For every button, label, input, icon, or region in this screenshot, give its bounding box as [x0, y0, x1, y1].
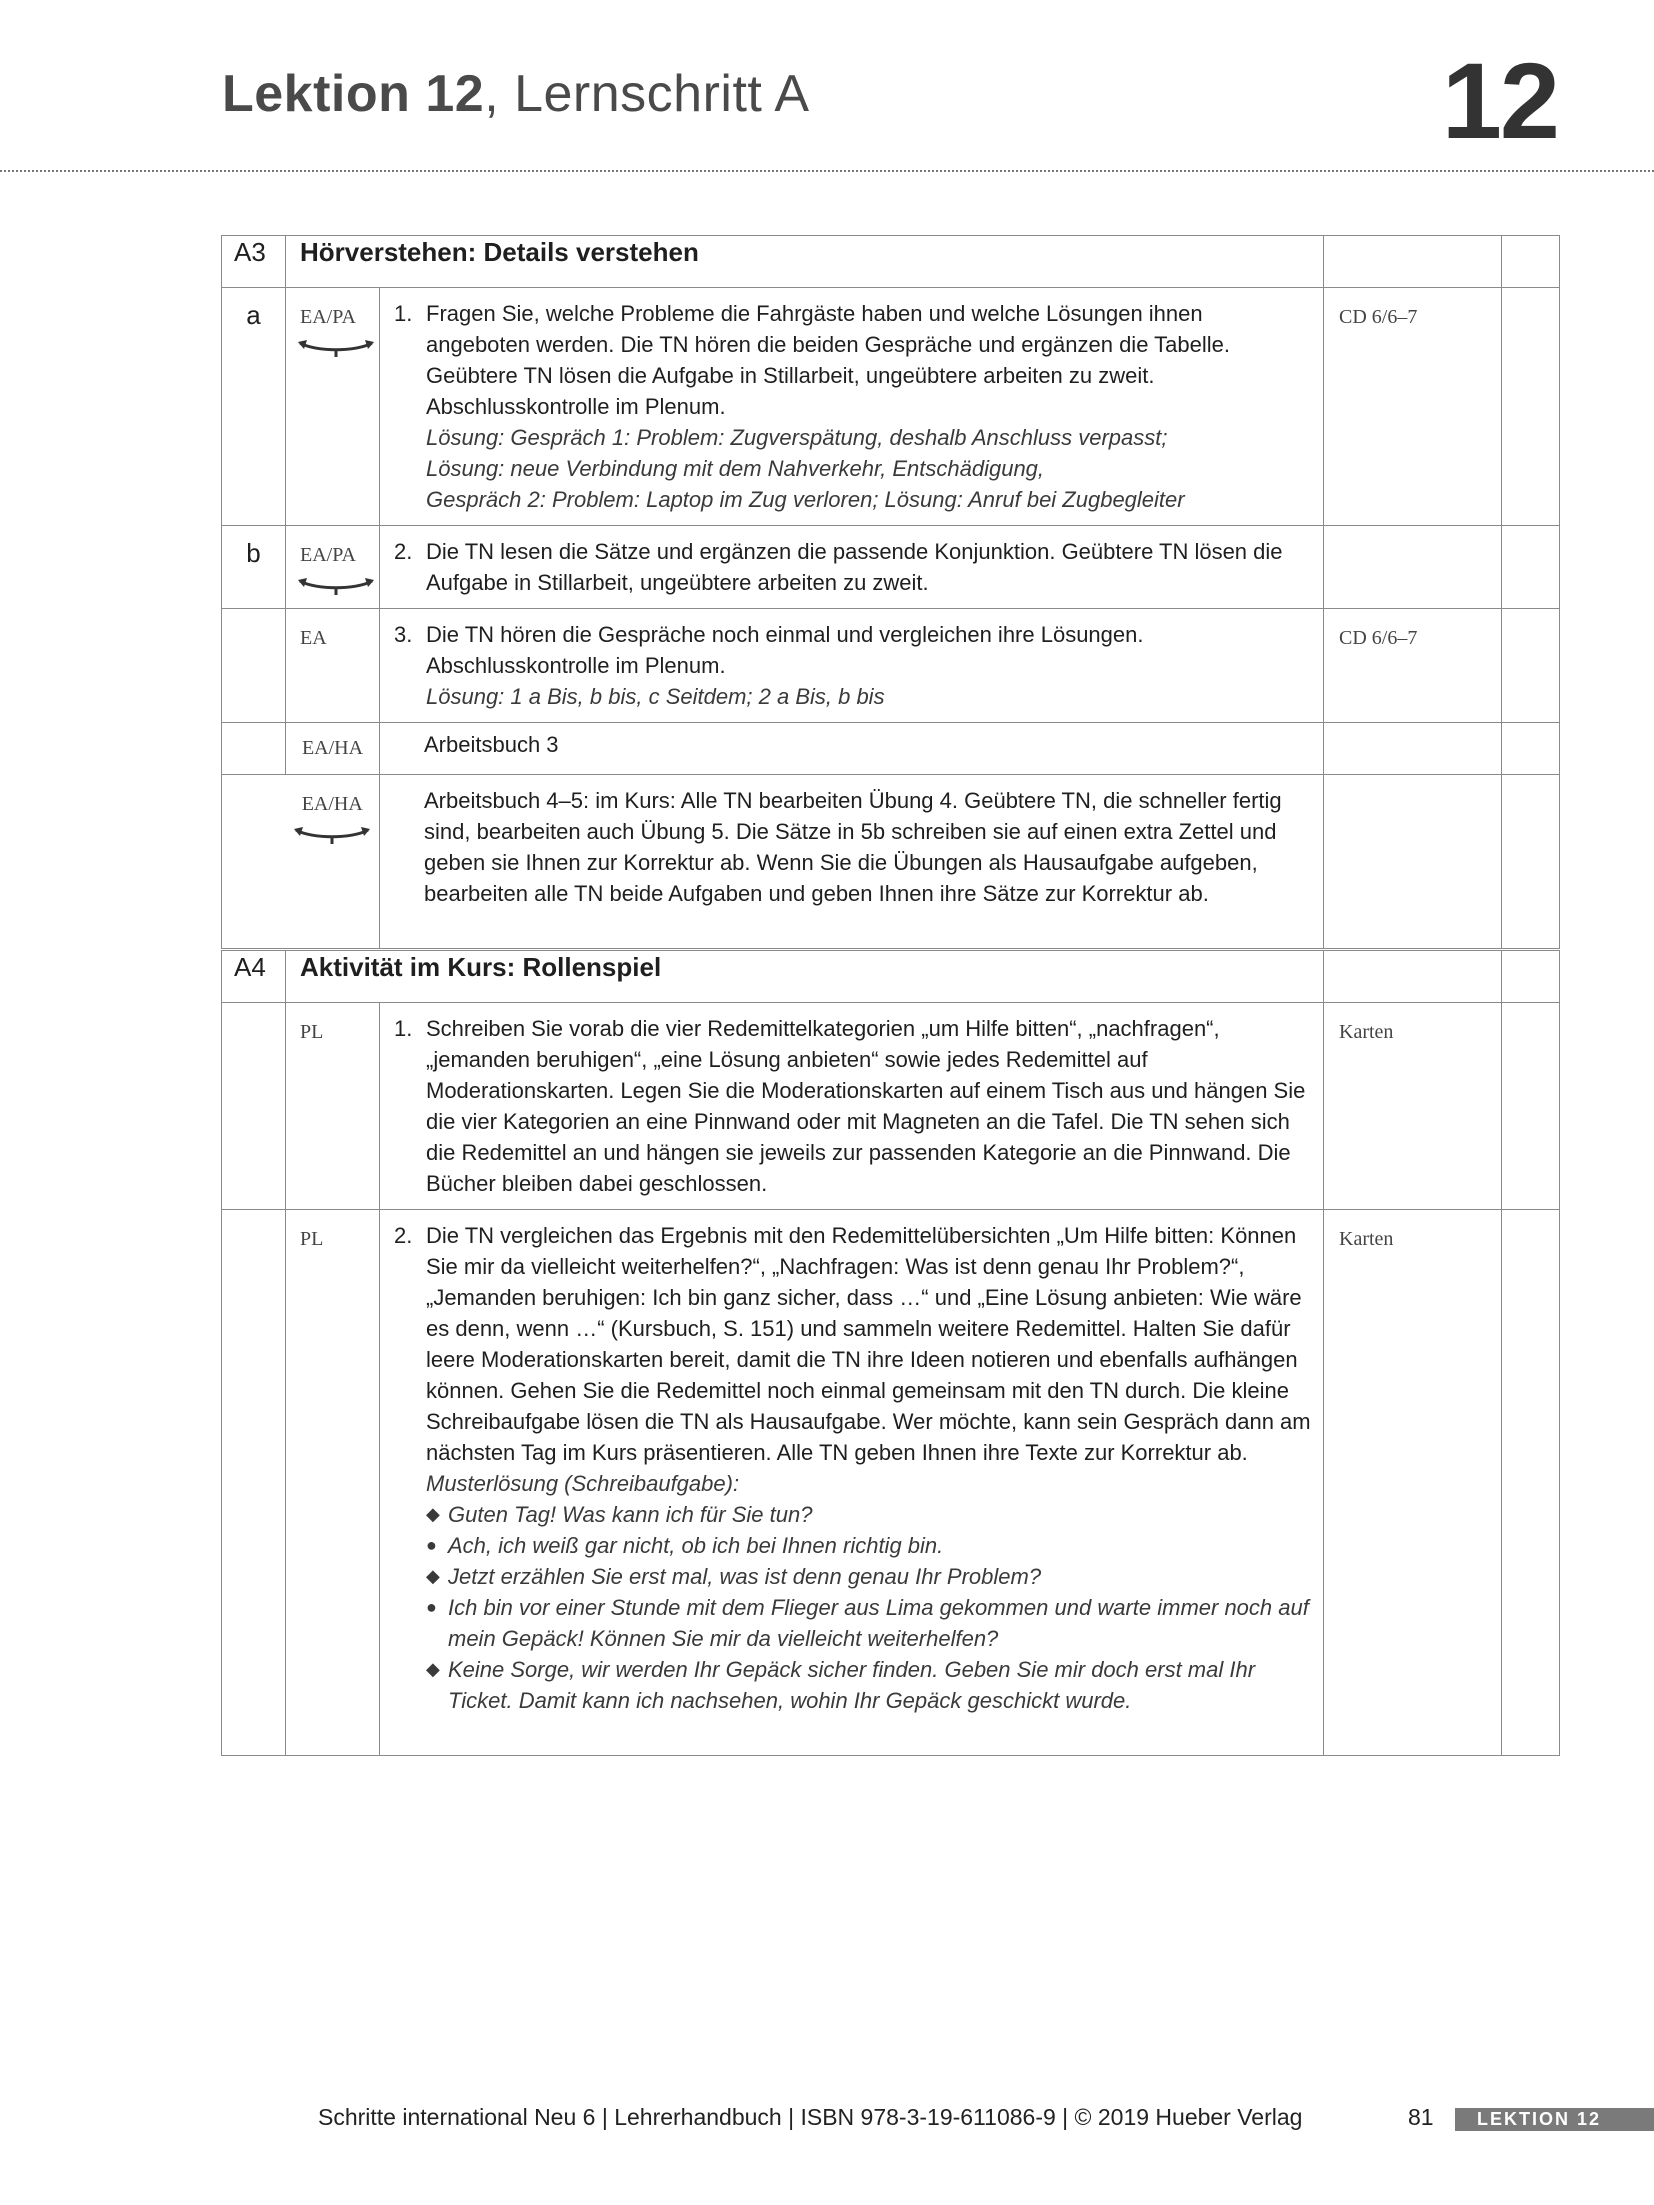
social-form-label: EA: [300, 627, 327, 649]
lesson-label: Lektion 12: [222, 65, 485, 123]
media-reference: [1324, 723, 1502, 775]
table-row: [222, 1003, 1560, 1210]
chapter-number: 12: [1441, 40, 1558, 161]
social-form: [286, 1003, 380, 1210]
dialogue-line: [426, 1592, 1311, 1654]
dialogue-text: Ich bin vor einer Stunde mit dem Flieger aus Lima gekommen und warte immer noch auf mein Gepäck! Können Sie mir da vielleicht weiterhelfen?: [448, 1595, 1309, 1651]
step-letter: a: [222, 288, 286, 526]
workbook-reference: Arbeitsbuch 4–5: im Kurs: Alle TN bearbeiten Übung 4. Geübtere TN, die schneller fertig sind, bearbeiten auch Übung 5. Die Sätze in 5b schreiben sie auf einen extra Zettel und geben sie Ihnen zur Korrektur ab. Wenn Sie die Übungen als Hausaufgabe aufgeben, bearbeiten alle TN beide Aufgaben und geben Ihnen ihre Sätze zur Korrektur ab.: [424, 788, 1282, 906]
section-code: A4: [222, 951, 286, 1003]
section-title: Aktivität im Kurs: Rollenspiel: [286, 951, 1324, 1003]
social-form: [286, 609, 380, 723]
section-a4-table: [221, 950, 1560, 1756]
instruction-cell: [380, 526, 1324, 609]
media-reference: CD 6/6–7: [1324, 609, 1502, 723]
step-letter: b: [222, 526, 286, 609]
table-row: [222, 526, 1560, 609]
media-reference: [1324, 775, 1502, 949]
solution-label: Musterlösung (Schreibaufgabe):: [426, 1471, 740, 1496]
social-form: [286, 526, 380, 609]
instruction-text: Schreiben Sie vorab die vier Redemittelkategorien „um Hilfe bitten“, „nachfragen“, „jemanden beruhigen“, „eine Lösung anbieten“ sowie jedes Redemittel auf Moderationskarten. Legen Sie die Moderationskarten auf einem Tisch aus und hängen Sie die vier Kategorien an eine Pinnwand oder mit Magneten an die Tafel. Die TN sehen sich die Redemittel an und hängen sie jeweils zur passenden Kategorie an die Pinnwand. Die Bücher bleiben dabei geschlossen.: [426, 1016, 1306, 1196]
dialogue-text: Ach, ich weiß gar nicht, ob ich bei Ihnen richtig bin.: [448, 1533, 944, 1558]
social-form: [286, 723, 380, 775]
media-reference: Karten: [1324, 1003, 1502, 1210]
table-row: [222, 288, 1560, 526]
instruction-text: Die TN hören die Gespräche noch einmal und vergleichen ihre Lösungen. Abschlusskontrolle im Plenum.: [426, 622, 1144, 678]
instruction-text: Die TN lesen die Sätze und ergänzen die passende Konjunktion. Geübtere TN lösen die Aufgabe in Stillarbeit, ungeübtere arbeiten zu zweit.: [426, 539, 1283, 595]
partner-arrows-icon: [296, 575, 376, 597]
instruction-cell: [380, 1210, 1324, 1756]
workbook-reference: Arbeitsbuch 3: [424, 732, 559, 757]
social-form-label: EA/PA: [300, 306, 356, 328]
instruction-cell: [380, 288, 1324, 526]
footer-citation: Schritte international Neu 6 | Lehrerhandbuch | ISBN 978-3-19-611086-9 | © 2019 Hueber Verlag: [318, 2104, 1303, 2130]
partner-arrows-icon: [296, 337, 376, 359]
dialogue-line: [426, 1499, 1311, 1530]
section-a3-header: [222, 236, 1560, 288]
dialogue-line: [426, 1654, 1311, 1716]
instruction-cell: [380, 775, 1324, 949]
lesson-step: , Lernschritt A: [484, 65, 810, 123]
media-reference: Karten: [1324, 1210, 1502, 1756]
step-number: 2.: [394, 539, 413, 564]
dialogue-text: Jetzt erzählen Sie erst mal, was ist denn genau Ihr Problem?: [448, 1564, 1042, 1589]
instruction-cell: [380, 609, 1324, 723]
social-form-label: EA/HA: [301, 737, 364, 759]
social-form-label: EA/PA: [300, 544, 356, 566]
section-a4-header: [222, 951, 1560, 1003]
instruction-cell: [380, 723, 1324, 775]
table-row: [222, 775, 1560, 949]
dialogue-text: Keine Sorge, wir werden Ihr Gepäck sicher finden. Geben Sie mir doch erst mal Ihr Ticket. Damit kann ich nachsehen, wohin Ihr Gepäck geschickt wurde.: [448, 1657, 1256, 1713]
section-code: A3: [222, 236, 286, 288]
step-number: 1.: [394, 301, 413, 326]
solution-line: Gespräch 2: Problem: Laptop im Zug verloren; Lösung: Anruf bei Zugbegleiter: [426, 487, 1185, 512]
speaker-marker: ●: [426, 1597, 437, 1617]
social-form-label: EA/HA: [301, 793, 363, 815]
solution-line: Lösung: 1 a Bis, b bis, c Seitdem; 2 a Bis, b bis: [426, 684, 885, 709]
page-number: 81: [1408, 2104, 1434, 2130]
section-title: Hörverstehen: Details verstehen: [286, 236, 1324, 288]
media-reference: CD 6/6–7: [1324, 288, 1502, 526]
step-number: 1.: [394, 1016, 413, 1041]
section-a3-table: [221, 235, 1560, 949]
table-row: [222, 609, 1560, 723]
dialogue-text: Guten Tag! Was kann ich für Sie tun?: [448, 1502, 813, 1527]
table-row: [222, 723, 1560, 775]
lesson-badge: LEKTION 12: [1455, 2108, 1654, 2131]
step-number: 2.: [394, 1223, 413, 1248]
table-row: [222, 1210, 1560, 1756]
media-reference: [1324, 526, 1502, 609]
social-form: [286, 775, 380, 949]
instruction-cell: [380, 1003, 1324, 1210]
solution-line: Lösung: neue Verbindung mit dem Nahverkehr, Entschädigung,: [426, 456, 1045, 481]
social-form-label: PL: [300, 1021, 324, 1043]
partner-arrows-icon: [292, 824, 372, 846]
instruction-text: Fragen Sie, welche Probleme die Fahrgäste haben und welche Lösungen ihnen angeboten werden. Die TN hören die beiden Gespräche und ergänzen die Tabelle. Geübtere TN lösen die Aufgabe in Stillarbeit, ungeübtere arbeiten zu zweit. Abschlusskontrolle im Plenum.: [426, 301, 1230, 419]
speaker-marker: ◆: [426, 1659, 440, 1679]
step-number: 3.: [394, 622, 413, 647]
instruction-text: Die TN vergleichen das Ergebnis mit den Redemittelübersichten „Um Hilfe bitten: Können Sie mir da vielleicht weiterhelfen?“, „Nachfragen: Was ist denn genau Ihr Problem?“, „Jemanden beruhigen: Ich bin ganz sicher, dass …“ und „Eine Lösung anbieten: Wie wäre es denn, wenn …“ (Kursbuch, S. 151) und sammeln weitere Redemittel. Halten Sie dafür leere Moderationskarten bereit, damit die TN ihre Ideen notieren und ebenfalls aufhängen können. Gehen Sie die Redemittel noch einmal gemeinsam mit den TN durch. Die kleine Schreibaufgabe lösen die TN als Hausaufgabe. Wer möchte, kann sein Gespräch dann am nächsten Tag im Kurs präsentieren. Alle TN geben Ihnen ihre Texte zur Korrektur ab.: [426, 1223, 1311, 1465]
social-form-label: PL: [300, 1228, 324, 1250]
speaker-marker: ◆: [426, 1504, 440, 1524]
social-form: [286, 288, 380, 526]
speaker-marker: ●: [426, 1535, 437, 1555]
speaker-marker: ◆: [426, 1566, 440, 1586]
dialogue-line: [426, 1530, 1311, 1561]
solution-line: Lösung: Gespräch 1: Problem: Zugverspätung, deshalb Anschluss verpasst;: [426, 425, 1168, 450]
page-title: [222, 64, 810, 124]
social-form: [286, 1210, 380, 1756]
dialogue-line: [426, 1561, 1311, 1592]
header-divider: [0, 170, 1654, 172]
